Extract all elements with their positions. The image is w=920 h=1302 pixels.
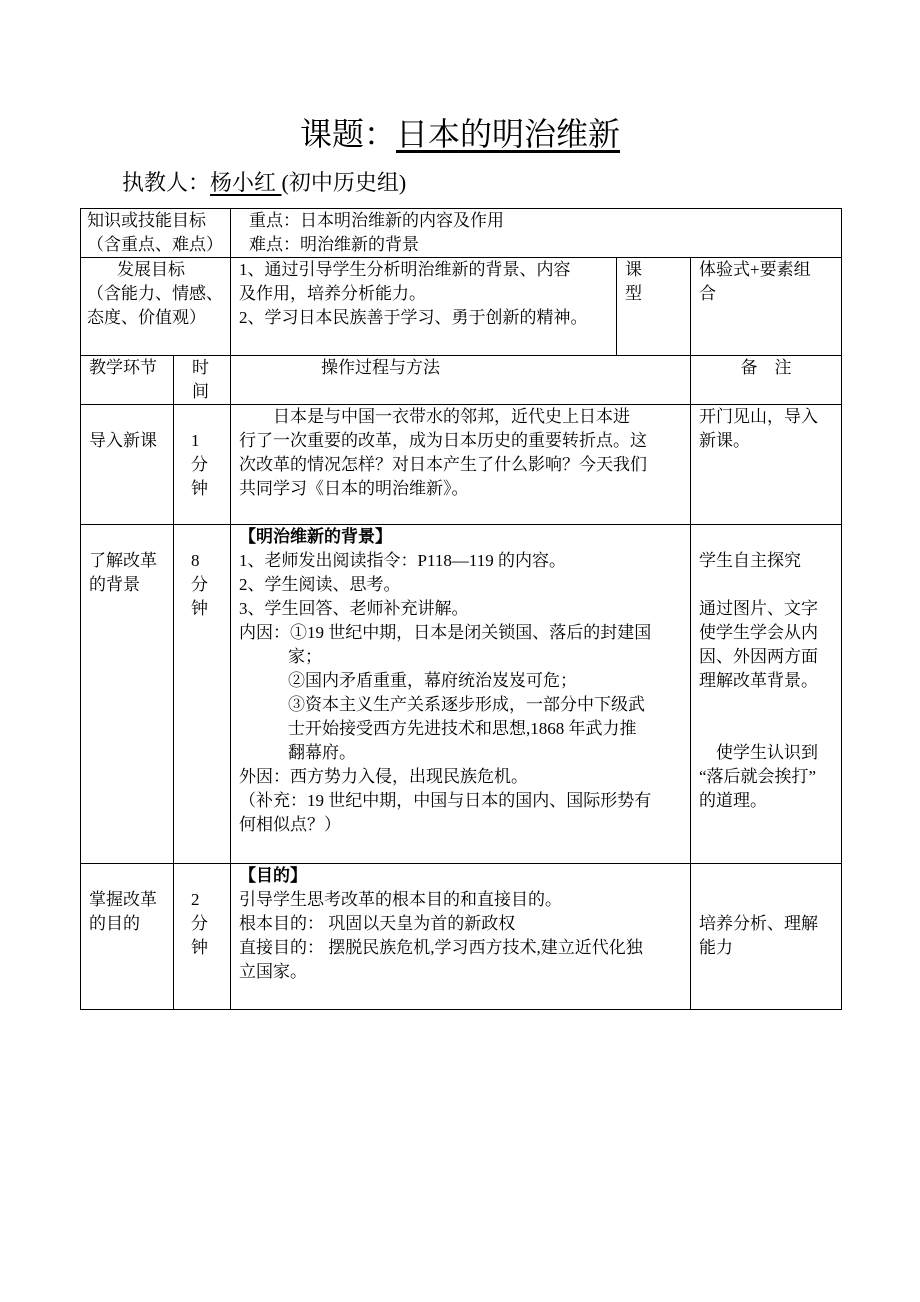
lesson-type-value	[691, 258, 842, 356]
text-line: 1、老师发出阅读指令：P118—119 的内容。	[239, 551, 566, 570]
knowledge-goal-content	[231, 209, 842, 258]
stage-cell	[81, 405, 174, 525]
text-line: 掌握改革	[89, 890, 157, 909]
teacher-label: 执教人：	[122, 170, 211, 195]
lesson-type-label	[617, 258, 691, 356]
teacher-group: (初中历史组)	[281, 170, 407, 195]
text-line: （含能力、情感、	[87, 284, 223, 303]
notes-cell	[691, 525, 842, 864]
text-line: 使学生认识到	[699, 743, 818, 762]
text-line: 合	[699, 284, 716, 303]
text-line: （含重点、难点）	[87, 235, 223, 254]
text-line: 家；	[288, 647, 322, 666]
text-line: 的背景	[89, 575, 140, 594]
text-line	[699, 573, 841, 597]
text-line: “落后就会挨打”	[699, 767, 817, 786]
text-line: 钟	[191, 479, 208, 498]
text-line: 开门见山，导入	[699, 407, 818, 426]
development-goal-label	[81, 258, 231, 356]
notes-cell	[691, 405, 842, 525]
text-line: 重点：日本明治维新的内容及作用	[249, 211, 504, 230]
text-line: 培养分析、理解	[699, 914, 818, 933]
text-line: 何相似点？）	[239, 815, 341, 834]
text-line: 及作用，培养分析能力。	[239, 284, 426, 303]
process-cell	[231, 525, 691, 864]
teacher-name: 杨小红	[210, 170, 282, 195]
header-notes: 备 注	[691, 356, 842, 405]
header-process: 操作过程与方法	[231, 356, 691, 405]
title-prefix: 课题：	[299, 116, 396, 152]
lesson-plan-table	[80, 208, 842, 1010]
text-line: ③资本主义生产关系逐步形成，一部分中下级武	[288, 695, 645, 714]
text-line: 导入新课	[89, 431, 157, 450]
text-line: 士开始接受西方先进技术和思想,1868 年武力推	[288, 719, 637, 738]
text-line: 使学生学会从内	[699, 623, 818, 642]
text-line: 1、通过引导学生分析明治维新的背景、内容	[239, 260, 571, 279]
text-line: 钟	[191, 599, 208, 618]
page-title	[0, 112, 920, 156]
text-line: 分	[191, 575, 208, 594]
notes-cell	[691, 864, 842, 1010]
text-line: 因、外因两方面	[699, 647, 818, 666]
text-line: 【明治维新的背景】	[239, 527, 392, 546]
text-line: 3、学生回答、老师补充讲解。	[239, 599, 469, 618]
text-line: 直接目的： 摆脱民族危机,学习西方技术,建立近代化独	[239, 938, 643, 957]
knowledge-goal-row	[81, 209, 842, 258]
text-line	[699, 888, 841, 912]
text-line	[699, 525, 841, 549]
text-line: 型	[625, 284, 642, 303]
text-line: 间	[192, 382, 209, 401]
stage-cell	[81, 525, 174, 864]
text-line: 2	[191, 890, 200, 909]
text-line: 【目的】	[239, 866, 307, 885]
text-line: ②国内矛盾重重，幕府统治岌岌可危；	[288, 671, 577, 690]
table-row	[81, 405, 842, 525]
text-line: 学生自主探究	[699, 551, 801, 570]
text-line: 通过图片、文字	[699, 599, 818, 618]
text-line: 引导学生思考改革的根本目的和直接目的。	[239, 890, 562, 909]
text-line: 的目的	[89, 914, 140, 933]
text-line: 次改革的情况怎样？对日本产生了什么影响？今天我们	[239, 455, 647, 474]
text-line: 发展目标	[117, 260, 185, 279]
knowledge-goal-label	[81, 209, 231, 258]
text-line: 体验式+要素组	[699, 260, 811, 279]
text-line: 2、学习日本民族善于学习、勇于创新的精神。	[239, 308, 588, 327]
text-line: 行了一次重要的改革，成为日本历史的重要转折点。这	[239, 431, 647, 450]
text-line: 态度、价值观）	[87, 308, 206, 327]
text-line: 理解改革背景。	[699, 671, 818, 690]
text-line: 课	[625, 260, 642, 279]
development-goal-row	[81, 258, 842, 356]
process-cell	[231, 864, 691, 1010]
text-line: 能力	[699, 938, 733, 957]
header-time	[174, 356, 231, 405]
text-line: 钟	[191, 938, 208, 957]
text-line: 外因：西方势力入侵，出现民族危机。	[239, 767, 528, 786]
text-line: 分	[191, 914, 208, 933]
teacher-line	[122, 168, 406, 198]
text-line: 了解改革	[89, 551, 157, 570]
table-row	[81, 864, 842, 1010]
text-line: 8	[191, 551, 200, 570]
text-line: 1	[191, 431, 200, 450]
text-line: （补充：19 世纪中期，中国与日本的国内、国际形势有	[239, 791, 652, 810]
text-line: 根本目的： 巩固以天皇为首的新政权	[239, 914, 516, 933]
text-line: 日本是与中国一衣带水的邻邦，近代史上日本进	[239, 407, 630, 426]
text-line: 共同学习《日本的明治维新》。	[239, 479, 469, 498]
text-line: 新课。	[699, 431, 750, 450]
time-cell	[174, 405, 231, 525]
text-line	[699, 864, 841, 888]
development-goal-content	[231, 258, 617, 356]
text-line: 难点：明治维新的背景	[249, 235, 419, 254]
text-line: 2、学生阅读、思考。	[239, 575, 401, 594]
time-cell	[174, 525, 231, 864]
table-header-row	[81, 356, 842, 405]
stage-cell	[81, 864, 174, 1010]
text-line: 分	[191, 455, 208, 474]
text-line	[699, 717, 841, 741]
title-main: 日本的明治维新	[396, 116, 621, 152]
text-line: 知识或技能目标	[87, 211, 206, 230]
process-cell	[231, 405, 691, 525]
text-line: 翻幕府。	[288, 743, 356, 762]
text-line: 立国家。	[239, 962, 307, 981]
time-cell	[174, 864, 231, 1010]
text-line: 的道理。	[699, 791, 767, 810]
header-stage: 教学环节	[81, 356, 174, 405]
text-line	[699, 693, 841, 717]
text-line: 时	[192, 358, 209, 377]
table-row	[81, 525, 842, 864]
text-line: 内因：①19 世纪中期，日本是闭关锁国、落后的封建国	[239, 623, 652, 642]
